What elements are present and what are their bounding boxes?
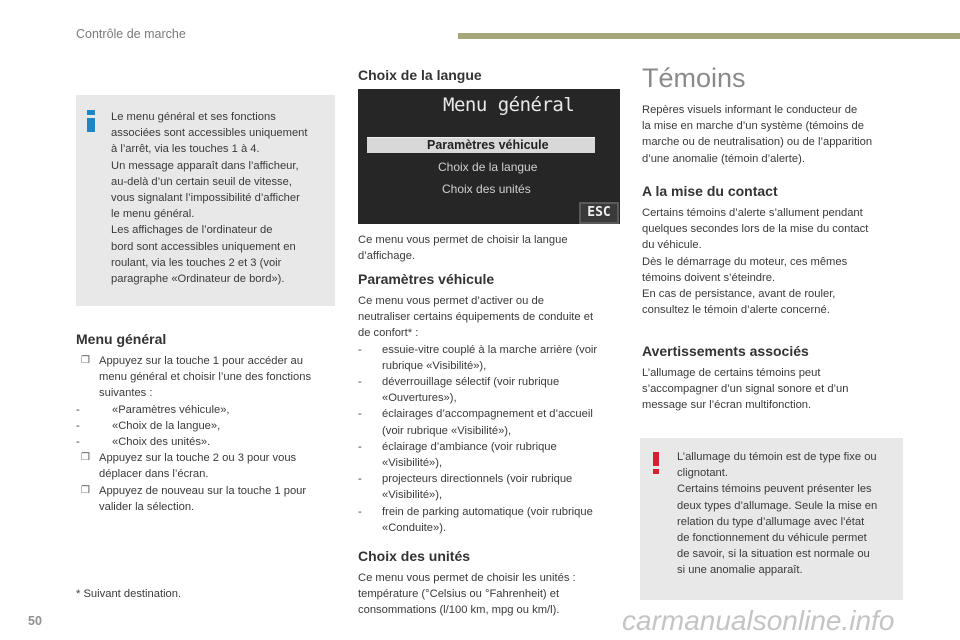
list-item: - déverrouillage sélectif (voir rubrique «Ouvertures»),: [358, 376, 560, 405]
info-box-text: [111, 109, 308, 287]
sub-item: - «Paramètres véhicule»,: [76, 403, 230, 416]
parametres-heading: Paramètres véhicule: [358, 271, 495, 287]
sub-item: - «Choix des unités».: [76, 436, 211, 449]
choix-unites-heading: Choix des unités: [358, 548, 471, 564]
list-item: - éclairage d’ambiance (voir rubrique «Visibilité»),: [358, 440, 557, 470]
menu-general-heading: Menu général: [76, 331, 167, 347]
info-line: Les affichages de l’ordinateur de: [111, 224, 273, 237]
screen-item: Choix des unités: [442, 182, 531, 196]
list-item: - projecteurs directionnels (voir rubrique «Visibilité»),: [358, 473, 573, 502]
mise-contact-text: Certains témoins d’alerte s’allument pendant quelques secondes lors de la mise du contact du véhicule. Dès le démarrage du moteur, ces mêmes témoins doivent s’éteindre. En cas de persistance, avant de rouler, consultez le témoin d’alerte concerné.: [642, 207, 869, 317]
list-item: - frein de parking automatique (voir rubrique «Conduite»).: [358, 505, 593, 534]
footnote: * Suivant destination.: [76, 588, 182, 600]
warning-icon: [651, 452, 661, 474]
info-line: vous signalant l’impossibilité d’afficher: [111, 192, 300, 205]
header-accent-bar: [458, 33, 960, 39]
screen-selected-item: Paramètres véhicule: [367, 137, 595, 153]
avertissements-text: L’allumage de certains témoins peut s’accompagner d’un signal sonore et d’un message sur l’écran multifonction.: [642, 367, 849, 412]
list-item: ❒ Appuyez de nouveau sur la touche 1 pour valider la sélection.: [81, 484, 307, 513]
choix-unites-text: Ce menu vous permet de choisir les unités : température (°Celsius ou °Fahrenheit) et consommations (l/100 km, mpg ou km/l).: [358, 572, 576, 617]
info-icon: [86, 110, 96, 132]
bullet-icon: ❒: [81, 452, 90, 464]
menu-screen-image: [358, 89, 620, 224]
screen-item: Choix de la langue: [438, 160, 538, 174]
mise-contact-heading: A la mise du contact: [642, 183, 778, 199]
menu-general-body: [76, 353, 311, 515]
avertissements-heading: Avertissements associés: [642, 343, 809, 359]
temoins-title: Témoins: [642, 63, 746, 93]
temoins-text: Repères visuels informant le conducteur de la mise en marche d’un système (témoins de marche ou de neutralisation) ou de l’apparition d’une anomalie (témoin d’alerte).: [642, 104, 873, 165]
screen-esc-key: ESC: [579, 202, 619, 224]
info-line: paragraphe «Ordinateur de bord»).: [111, 273, 285, 286]
info-line: le menu général.: [111, 208, 195, 221]
info-line: Le menu général et ses fonctions: [111, 111, 276, 123]
bullet-icon: ❒: [81, 355, 90, 366]
info-line: roulant, via les touches 2 et 3 (voir: [111, 256, 282, 269]
sub-item: - «Choix de la langue»,: [76, 419, 221, 432]
list-item: - éclairages d’accompagnement et d’accueil (voir rubrique «Visibilité»),: [358, 408, 593, 437]
info-line: au-delà d’un certain seuil de vitesse,: [111, 175, 292, 188]
parametres-body: Ce menu vous permet d’activer ou de neutraliser certains équipements de conduite et de confort* : - essuie-vitre couplé à la marche arrière (voir rubrique «Visibilité»), - déverrouillage sélectif (voir rubrique «Ouvertures»), - éclairages d’accompagnement et d’accueil (voir rubrique «Visibilité»), - éclairage d’ambiance (voir rubrique «Visibilité»), - projecteurs directionnels (voir rubrique «Visibilité»), - frein de parking automatique (voir rubrique «Conduite»).: [358, 293, 597, 536]
info-line: à l’arrêt, via les touches 1 à 4.: [111, 143, 260, 156]
watermark: carmanualsonline.info: [622, 605, 895, 636]
choix-langue-text: Ce menu vous permet de choisir la langue d’affichage.: [358, 234, 568, 263]
info-line: bord sont accessibles uniquement en: [111, 240, 296, 253]
list-item: ❒ Appuyez sur la touche 1 pour accéder au menu général et choisir l’une des fonctions suivantes :: [81, 355, 312, 400]
page-number: 50: [28, 614, 42, 628]
screen-title: Menu général: [443, 94, 575, 116]
list-item: - essuie-vitre couplé à la marche arrière (voir rubrique «Visibilité»),: [358, 343, 598, 372]
warning-box-text: L’allumage du témoin est de type fixe ou clignotant. Certains témoins peuvent présenter les deux types d’allumage. Seule la mise en relation du type d’allumage avec l’état de fonctionnement du véhicule permet de savoir, si la situation est normale ou si une anomalie apparaît.: [677, 451, 878, 577]
bullet-icon: ❒: [81, 484, 90, 496]
list-item: ❒ Appuyez sur la touche 2 ou 3 pour vous déplacer dans l’écran.: [81, 452, 297, 481]
info-line: Un message apparaît dans l’afficheur,: [111, 159, 299, 172]
choix-langue-heading: Choix de la langue: [358, 67, 482, 83]
info-line: associées sont accessibles uniquement: [111, 127, 308, 140]
section-header: Contrôle de marche: [76, 27, 186, 41]
